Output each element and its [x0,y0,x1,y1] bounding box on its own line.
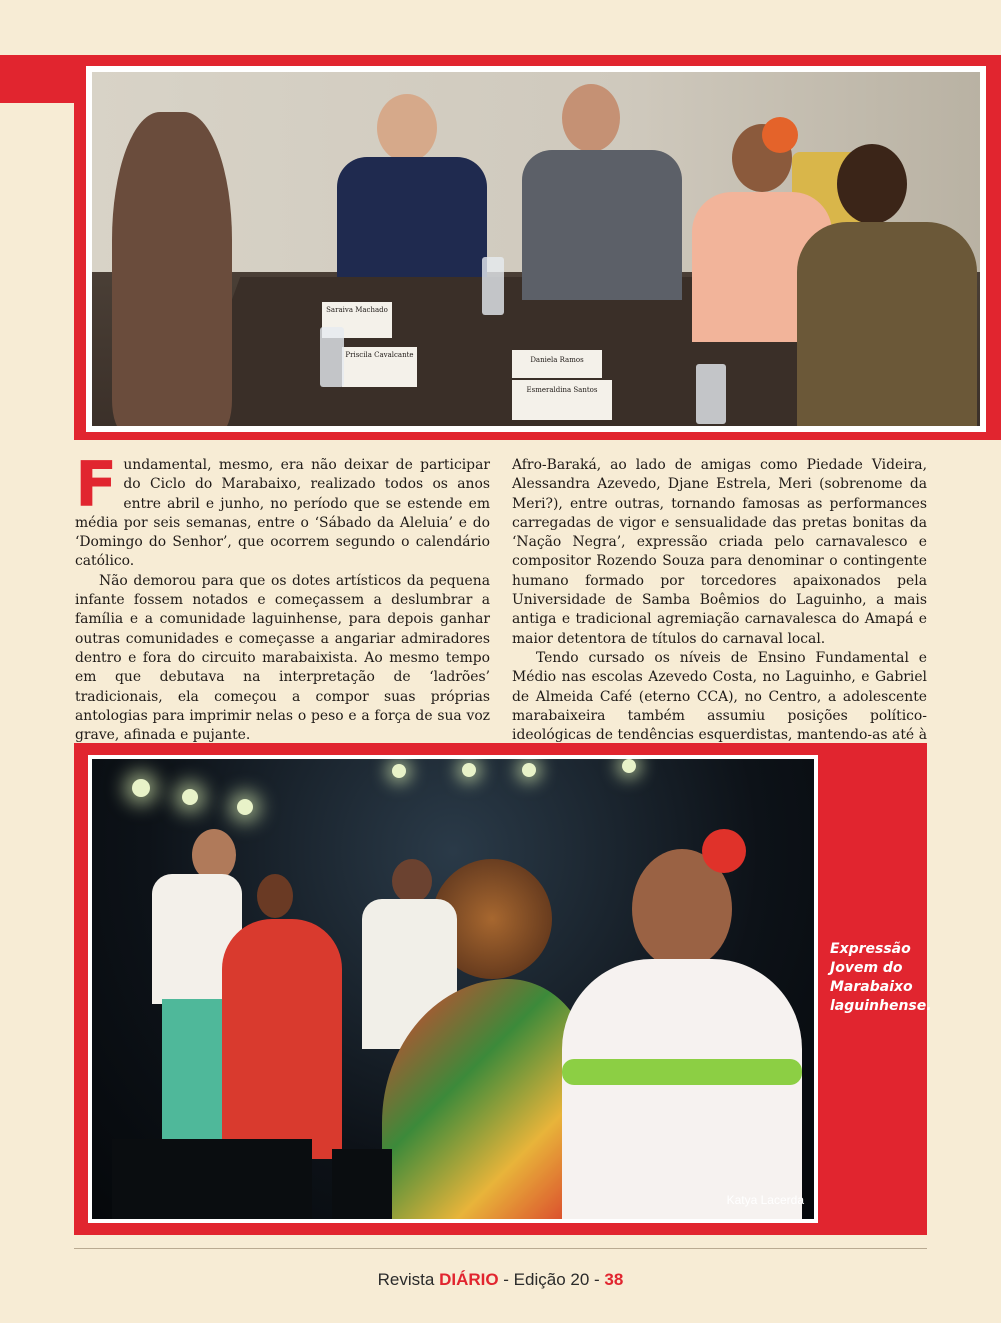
paragraph: Fundamental, mesmo, era não deixar de participar do Ciclo do Marabaixo, realizado todos os anos entre abril e junho, no período que se estende em média por seis semanas, entre o ‘Sábado da Aleluia’ e do ‘Domingo do Senhor’, que ocorrem segundo o calendário católico. [75,448,490,570]
article-body [75,448,927,744]
concert-photo [92,759,814,1219]
name-card: Saraiva Machado [322,302,392,338]
bottom-photo-frame [88,755,818,1223]
name-card: Daniela Ramos [512,350,602,378]
article-column-left [75,448,490,744]
footer-brand: DIÁRIO [439,1270,499,1289]
paragraph: Tendo cursado os níveis de Ensino Fundamental e Médio nas escolas Azevedo Costa, no Laguinho, e Gabriel de Almeida Café (eterno CCA), no Centro, a adolescente marabaixeira também assumiu posições político-ideológicas de tendências esquerdistas, mantendo-as até à [512,649,927,744]
paragraph: Afro-Baraká, ao lado de amigas como Piedade Videira, Alessandra Azevedo, Djane Estrela, Meri (sobrenome da Meri?), entre outras, tornando famosas as performances carregadas de vigor e sensualidade das pretas bonitas da ‘Nação Negra’, expressão criada pelo carnavalesco e compositor Rozendo Souza para denominar o contingente humano formado por torcedores apaixonados pela Universidade de Samba Boêmios do Laguinho, a mais antiga e tradicional agremiação carnavalesca do Amapá e maior detentora de títulos do carnaval local. [512,457,927,647]
drop-cap: F [75,448,118,521]
footer-edition: - Edição 20 - [498,1270,605,1289]
footer-divider [74,1248,927,1249]
article-column-right [512,456,927,744]
page-number: 38 [604,1270,624,1289]
meeting-photo [92,72,980,426]
photo-caption: Expressão Jovem do Marabaixo laguinhense. [830,941,932,1014]
name-card: Esmeraldina Santos [512,380,612,420]
band-notch [0,103,74,440]
name-card: Priscila Cavalcante [342,347,417,387]
photo-credit: Katya Lacerda [726,1193,804,1207]
page-footer [0,1270,1001,1290]
top-photo-frame [86,66,986,432]
paragraph: Não demorou para que os dotes artísticos da pequena infante fossem notados e começassem a deslumbrar a família e a comunidade laguinhense, para depois ganhar outras comunidades e começasse a angariar admiradores dentro e fora do circuito marabaixista. Ao mesmo tempo em que debutava na interpretação de ‘ladrões’ tradicionais, ela começou a compor suas próprias antologias para imprimir nelas o peso e a força de sua voz grave, afinada e pujante. [75,572,490,744]
footer-prefix: Revista [377,1270,440,1289]
